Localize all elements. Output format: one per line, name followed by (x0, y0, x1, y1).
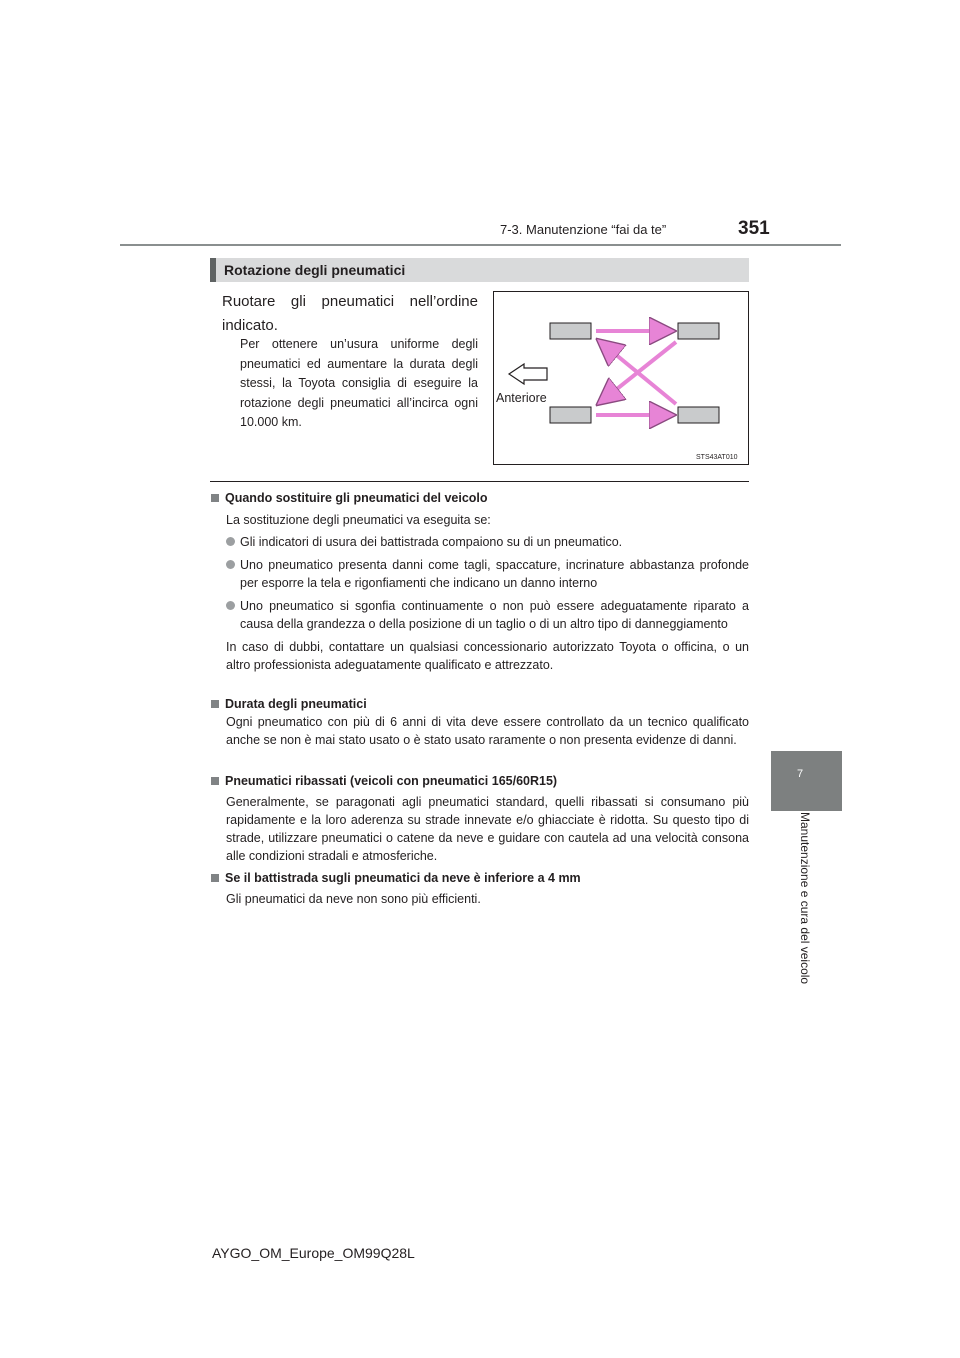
replace-bullet (226, 597, 749, 633)
tire-rotation-figure (493, 291, 749, 465)
square-bullet-icon (211, 777, 219, 785)
tire-front-right (678, 323, 719, 339)
circle-bullet-icon (226, 601, 235, 610)
low-profile-block (210, 772, 749, 865)
circle-bullet-icon (226, 560, 235, 569)
tire-rotation-diagram (494, 292, 748, 464)
replace-lead: La sostituzione degli pneumatici va eseguita se: (226, 513, 491, 527)
footer-doc-code: AYGO_OM_Europe_OM99Q28L (212, 1245, 415, 1261)
header-divider (120, 244, 841, 246)
chapter-side-label (799, 812, 813, 1012)
tire-front-left (550, 323, 591, 339)
lifespan-text: Ogni pneumatico con più di 6 anni di vita deve essere controllato da un tecnico qualificato anche se non è mai stato usato o è stato usato raramente o non presenta evidenze di danni. (226, 715, 749, 747)
front-label: Anteriore (496, 391, 547, 405)
snow-heading (210, 869, 749, 887)
replace-bullet-text: Gli indicatori di usura dei battistrada compaiono su di un pneumatico. (240, 535, 623, 549)
section-intro: Ruotare gli pneumatici nell’ordine indicato. (222, 293, 478, 334)
square-bullet-icon (211, 874, 219, 882)
section-heading-accent (210, 258, 216, 282)
snow-heading-text: Se il battistrada sugli pneumatici da neve è inferiore a 4 mm (225, 871, 581, 885)
low-profile-text: Generalmente, se paragonati agli pneumatici standard, quelli ribassati si consumano più rapidamente e la loro aderenza su strade innevate e/o ghiacciate è ridotta. Su questo tipo di strade, utilizzare pneumatici o catene da neve e guidare con cautela ad una velocità consona alle condizioni stradali e atmosferiche. (226, 795, 749, 863)
replace-bullet-text: Uno pneumatico presenta danni come tagli, spaccature, incrinature abbastanza profonde per esporre la tela e rigonfiamenti che indicano un danno interno (240, 558, 749, 590)
figure-code: STS43AT010 (696, 454, 738, 461)
replace-bullet (226, 533, 749, 551)
snow-block (210, 869, 749, 908)
section-title: Rotazione degli pneumatici (224, 262, 406, 278)
chapter-title: Manutenzione e cura del veicolo (798, 812, 812, 985)
snow-text: Gli pneumatici da neve non sono più efficienti. (226, 892, 481, 906)
low-profile-heading (210, 772, 749, 790)
replace-closing: In caso di dubbi, contattare un qualsiasi concessionario autorizzato Toyota o officina, o un altro professionista adeguatamente qualificato e attrezzato. (226, 640, 749, 672)
circle-bullet-icon (226, 537, 235, 546)
lifespan-heading (210, 695, 749, 713)
header-section-title: 7-3. Manutenzione “fai da te” (500, 222, 667, 237)
replace-bullet-text: Uno pneumatico si sgonfia continuamente o non può essere adeguatamente riparato a causa della grandezza o della posizione di un taglio o di un altro tipo di danneggiamento (240, 599, 749, 631)
lifespan-block (210, 695, 749, 749)
low-profile-heading-text: Pneumatici ribassati (veicoli con pneumatici 165/60R15) (225, 774, 558, 788)
square-bullet-icon (211, 494, 219, 502)
tire-rear-left (550, 407, 591, 423)
replace-heading (210, 489, 749, 507)
section-note: Per ottenere un’usura uniforme degli pneumatici ed aumentare la durata degli stessi, la Toyota consiglia di eseguire la rotazione degli pneumatici all’incirca ogni 10.000 km. (240, 337, 478, 429)
square-bullet-icon (211, 700, 219, 708)
replace-block (210, 489, 749, 674)
chapter-number: 7 (797, 768, 804, 780)
page-number: 351 (738, 218, 770, 239)
section-divider (210, 481, 749, 482)
tire-rear-right (678, 407, 719, 423)
chapter-tab (771, 751, 842, 811)
front-direction-arrow-icon (509, 364, 547, 384)
replace-heading-text: Quando sostituire gli pneumatici del veicolo (225, 491, 488, 505)
replace-bullet (226, 556, 749, 592)
lifespan-heading-text: Durata degli pneumatici (225, 697, 367, 711)
